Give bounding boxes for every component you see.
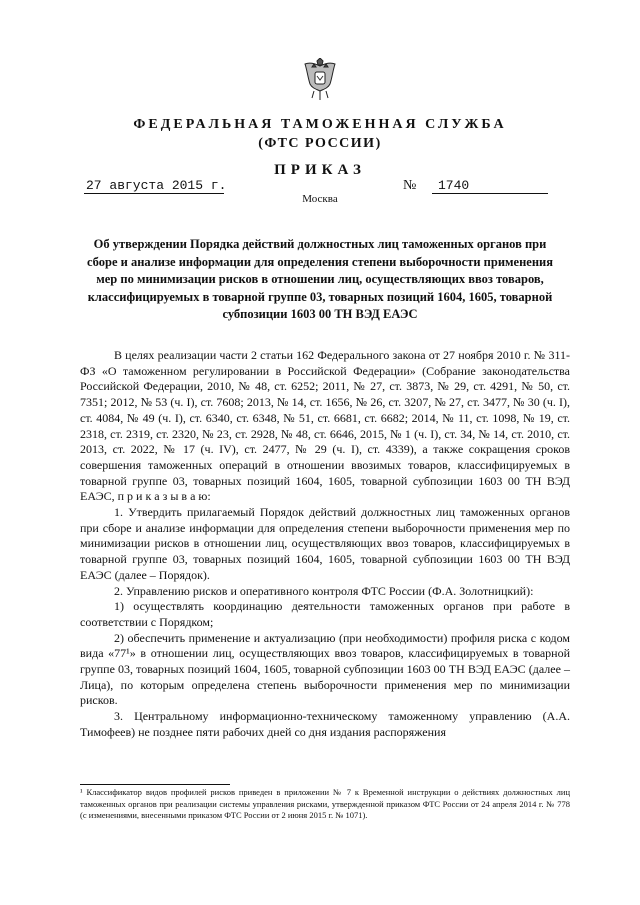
footnote-divider [80, 784, 230, 785]
document-date: 27 августа 2015 г. [86, 178, 227, 193]
clause-2: 2. Управлению рисков и оперативного контроля ФТС России (Ф.А. Золотницкий): [114, 583, 534, 598]
clause-3: 3. Центральному информационно-техническому таможенному управлению (А.А. Тимофеев) не позднее пяти рабочих дней со дня издания распоряжения [80, 709, 570, 739]
document-number: 1740 [432, 178, 548, 194]
document-type: ПРИКАЗ [274, 162, 366, 178]
number-label: № [403, 178, 417, 193]
preamble-paragraph: В целях реализации части 2 статьи 162 Федерального закона от 27 ноября 2010 г. № 311-ФЗ «О таможенном регулировании в Российской Федерации» (Собрание законодательства Российской Федерации, 2010, № 48, ст. 6252; 2011, № 27, ст. 3873, № 29, ст. 4291, № 50, ст. 7351; 2012, № 53 (ч. I), ст. 7608; 2013, № 14, ст. 1656, № 26, ст. 3207, № 27, ст. 3477, № 30 (ч. I), ст. 4084, № 49 (ч. I), ст. 6340, ст. 6348, № 51, ст. 6681, ст. 6682; 2014, № 11, ст. 1098, № 19, ст. 2318, ст. 2319, ст. 2320, № 23, ст. 2928, № 48, ст. 6646, 2015, № 1 (ч. I), ст. 34, № 14, ст. 2010, ст. 2013, ст. 2022, № 17 (ч. IV), ст. 2477, № 29 (ч. I), ст. 4339), а также сокращения сроков совершения таможенных операций в отношении ввозимых товаров, классифицируемых в товарной группе 03, товарных позиций 1604, 1605, товарной субпозиции 1603 00 ТН ВЭД ЕАЭС, п р и к а з ы в а ю: [80, 348, 570, 504]
city: Москва [302, 193, 338, 205]
agency-short-name: (ФТС РОССИИ) [258, 136, 382, 151]
agency-name: ФЕДЕРАЛЬНАЯ ТАМОЖЕННАЯ СЛУЖБА [133, 117, 507, 132]
footnote: ¹ Классификатор видов профилей рисков приведен в приложении № 7 к Временной инструкции о действиях должностных лиц таможенных органов при реализации системы управления рисками, утвержденной приказом ФТС России от 24 апреля 2014 г. № 778 (с изменениями, внесенными приказом ФТС России от 2 июня 2015 г. № 1071). [80, 787, 570, 820]
clause-1: 1. Утвердить прилагаемый Порядок действий должностных лиц таможенных органов при сборе и анализе информации для определения степени выборочности применения мер по минимизации рисков в отношении лиц, осуществляющих ввоз товаров, классифицируемых в товарной группе 03, товарных позиций 1604, 1605, товарной субпозиции 1603 00 ТН ВЭД ЕАЭС (далее – Порядок). [80, 505, 570, 582]
coat-of-arms-icon [302, 58, 338, 102]
document-title: Об утверждении Порядка действий должностных лиц таможенных органов при сборе и анализе информации для определения степени выборочности применения мер по минимизации рисков в отношении лиц, осуществляющих ввоз товаров, классифицируемых в товарной группе 03, товарных позиций 1604, 1605, товарной субпозиции 1603 00 ТН ВЭД ЕАЭС [86, 237, 553, 321]
clause-2-1: 1) осуществлять координацию деятельности таможенных органов при работе в соответствии с Порядком; [80, 599, 570, 629]
document-body [80, 348, 570, 741]
clause-2-2: 2) обеспечить применение и актуализацию (при необходимости) профиля риска с кодом вида «77¹» в отношении лиц, осуществляющих ввоз товаров, классифицируемых в товарной группе 03, товарных позиций 1604, 1605, товарной субпозиции 1603 00 ТН ВЭД ЕАЭС (далее – Лица), по которым определена степень выборочности применения мер по минимизации рисков. [80, 630, 570, 708]
